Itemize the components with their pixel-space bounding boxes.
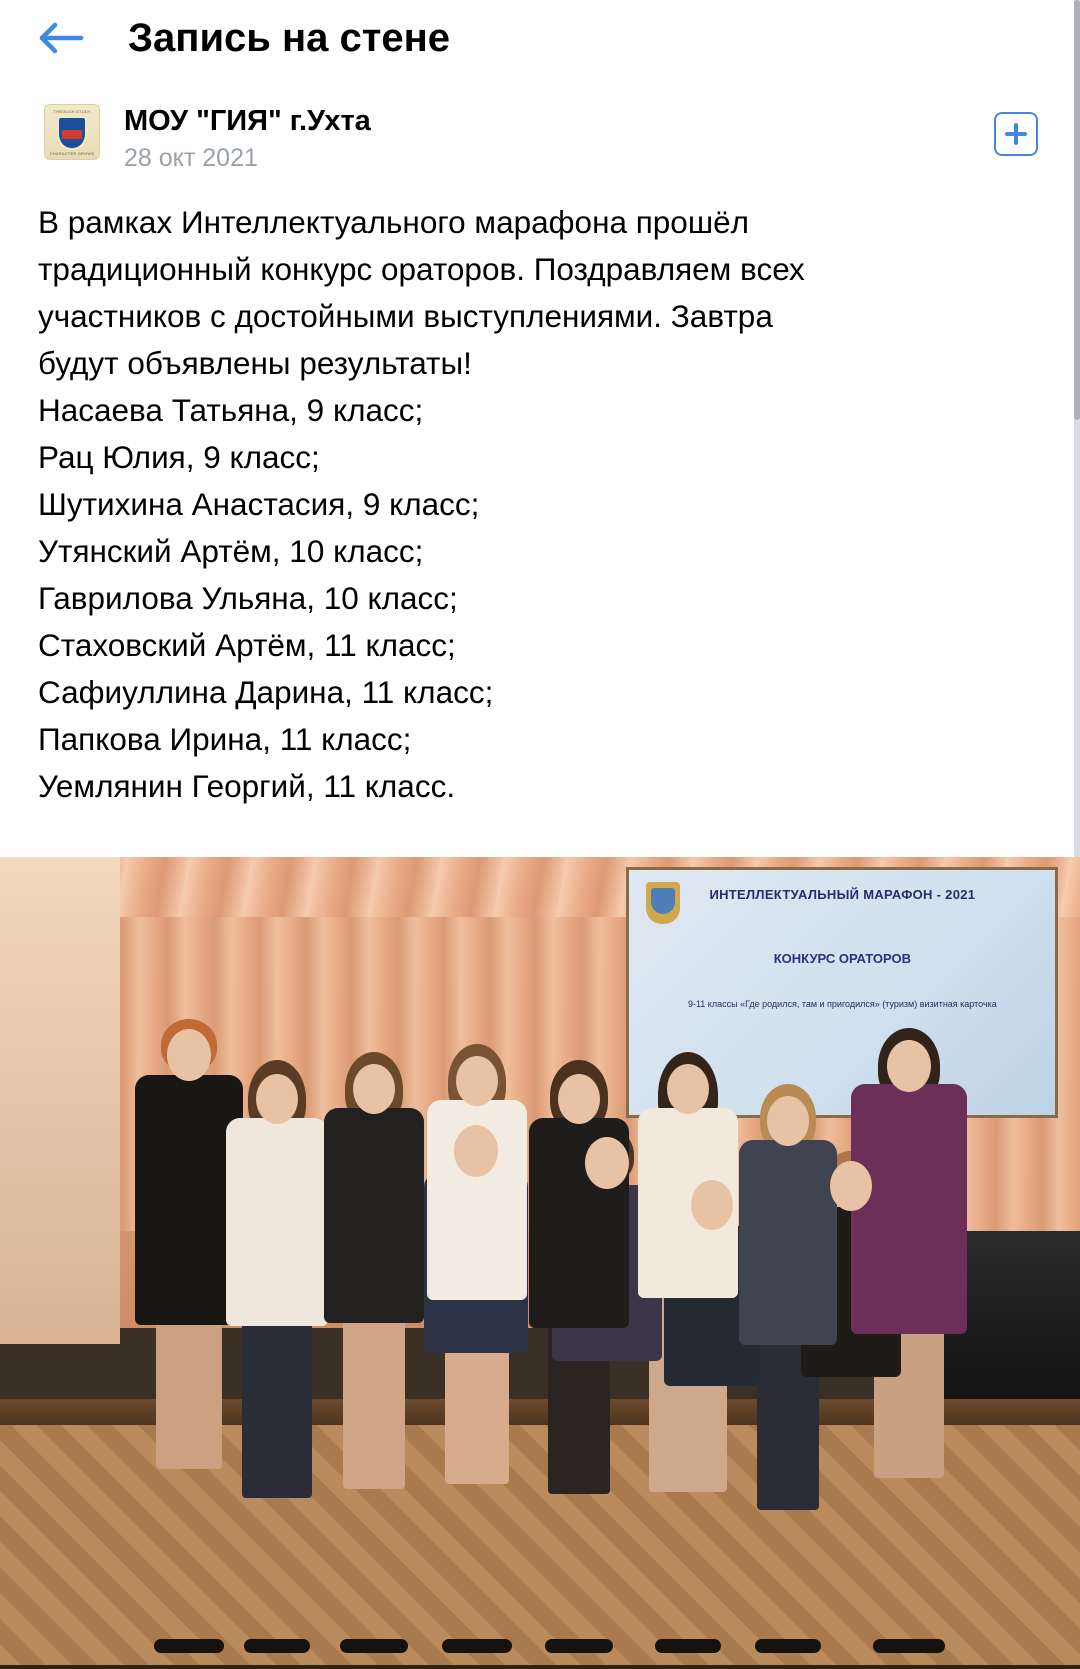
- head-shape: [691, 1180, 733, 1230]
- head-shape: [585, 1137, 629, 1189]
- avatar-crest-bottom-text: CHARACTER GROWS: [49, 151, 95, 156]
- avatar-crest-icon: [57, 116, 87, 150]
- subscribe-button[interactable]: [994, 112, 1038, 156]
- head-shape: [667, 1064, 709, 1114]
- post-text-line: Сафиуллина Дарина, 11 класс;: [38, 674, 494, 710]
- post-text-line: Насаева Татьяна, 9 класс;: [38, 392, 424, 428]
- torso-shape: [324, 1108, 424, 1323]
- scrollbar-thumb[interactable]: [1074, 0, 1080, 420]
- torso-shape: [226, 1118, 328, 1326]
- arrow-left-icon: [38, 21, 84, 55]
- author-meta: [124, 104, 371, 173]
- post-text-line: Уемлянин Георгий, 11 класс.: [38, 768, 456, 804]
- head-shape: [353, 1064, 395, 1114]
- avatar[interactable]: [44, 104, 100, 160]
- post-author-row: [0, 76, 1080, 173]
- author-name[interactable]: МОУ "ГИЯ" г.Ухта: [124, 105, 371, 137]
- head-shape: [456, 1056, 498, 1106]
- head-shape: [167, 1029, 211, 1081]
- shoes-shape: [154, 1639, 224, 1653]
- post-text-line: В рамках Интеллектуального марафона прошёл: [38, 204, 749, 240]
- torso-shape: [851, 1084, 967, 1334]
- photo-person: [221, 1060, 333, 1653]
- post-text: [0, 173, 1080, 810]
- legs-shape: [156, 1319, 222, 1469]
- post-text-line: Гаврилова Ульяна, 10 класс;: [38, 580, 458, 616]
- post-text-line: традиционный конкурс ораторов. Поздравляем всех: [38, 251, 805, 287]
- shoes-shape: [442, 1639, 512, 1653]
- avatar-crest-top-text: THROUGH STUDY: [53, 109, 91, 114]
- screen-header: [0, 0, 1080, 76]
- post-text-line: будут объявлены результаты!: [38, 345, 472, 381]
- shoes-shape: [755, 1639, 821, 1653]
- post-photo[interactable]: [0, 857, 1080, 1669]
- torso-shape: [739, 1140, 837, 1345]
- legs-shape: [343, 1314, 405, 1489]
- post-text-line: Шутихина Анастасия, 9 класс;: [38, 486, 480, 522]
- post-text-line: Стаховский Артём, 11 класс;: [38, 627, 456, 663]
- post-text-line: участников с достойными выступлениями. Завтра: [38, 298, 773, 334]
- photo-left-wall: [0, 857, 120, 1344]
- photo-bottom-edge: [0, 1665, 1080, 1669]
- photo-canvas: [0, 857, 1080, 1669]
- slide-subtitle: КОНКУРС ОРАТОРОВ: [773, 950, 911, 966]
- head-shape: [887, 1040, 931, 1092]
- shoes-shape: [244, 1639, 310, 1653]
- head-shape: [558, 1074, 600, 1124]
- head-shape: [454, 1125, 498, 1177]
- shoes-shape: [340, 1639, 408, 1653]
- post-date: 28 окт 2021: [124, 144, 258, 172]
- head-shape: [256, 1074, 298, 1124]
- vertical-scrollbar[interactable]: [1074, 0, 1080, 860]
- slide-small-text: 9-11 классы «Где родился, там и пригодился» (туризм) визитная карточка: [687, 998, 997, 1009]
- shoes-shape: [545, 1639, 613, 1653]
- post-text-line: Утянский Артём, 10 класс;: [38, 533, 424, 569]
- plus-icon-horizontal: [1005, 132, 1027, 136]
- head-shape: [830, 1161, 872, 1211]
- head-shape: [767, 1096, 809, 1146]
- post-text-line: Рац Юлия, 9 класс;: [38, 439, 320, 475]
- legs-shape: [242, 1318, 312, 1498]
- post-text-line: Папкова Ирина, 11 класс;: [38, 721, 412, 757]
- slide-title: ИНТЕЛЛЕКТУАЛЬНЫЙ МАРАФОН - 2021: [709, 886, 976, 902]
- photo-person: [319, 1052, 429, 1653]
- back-button[interactable]: [34, 11, 88, 65]
- page-title: Запись на стене: [128, 15, 451, 60]
- shoes-shape: [873, 1639, 945, 1653]
- shoes-shape: [655, 1639, 721, 1653]
